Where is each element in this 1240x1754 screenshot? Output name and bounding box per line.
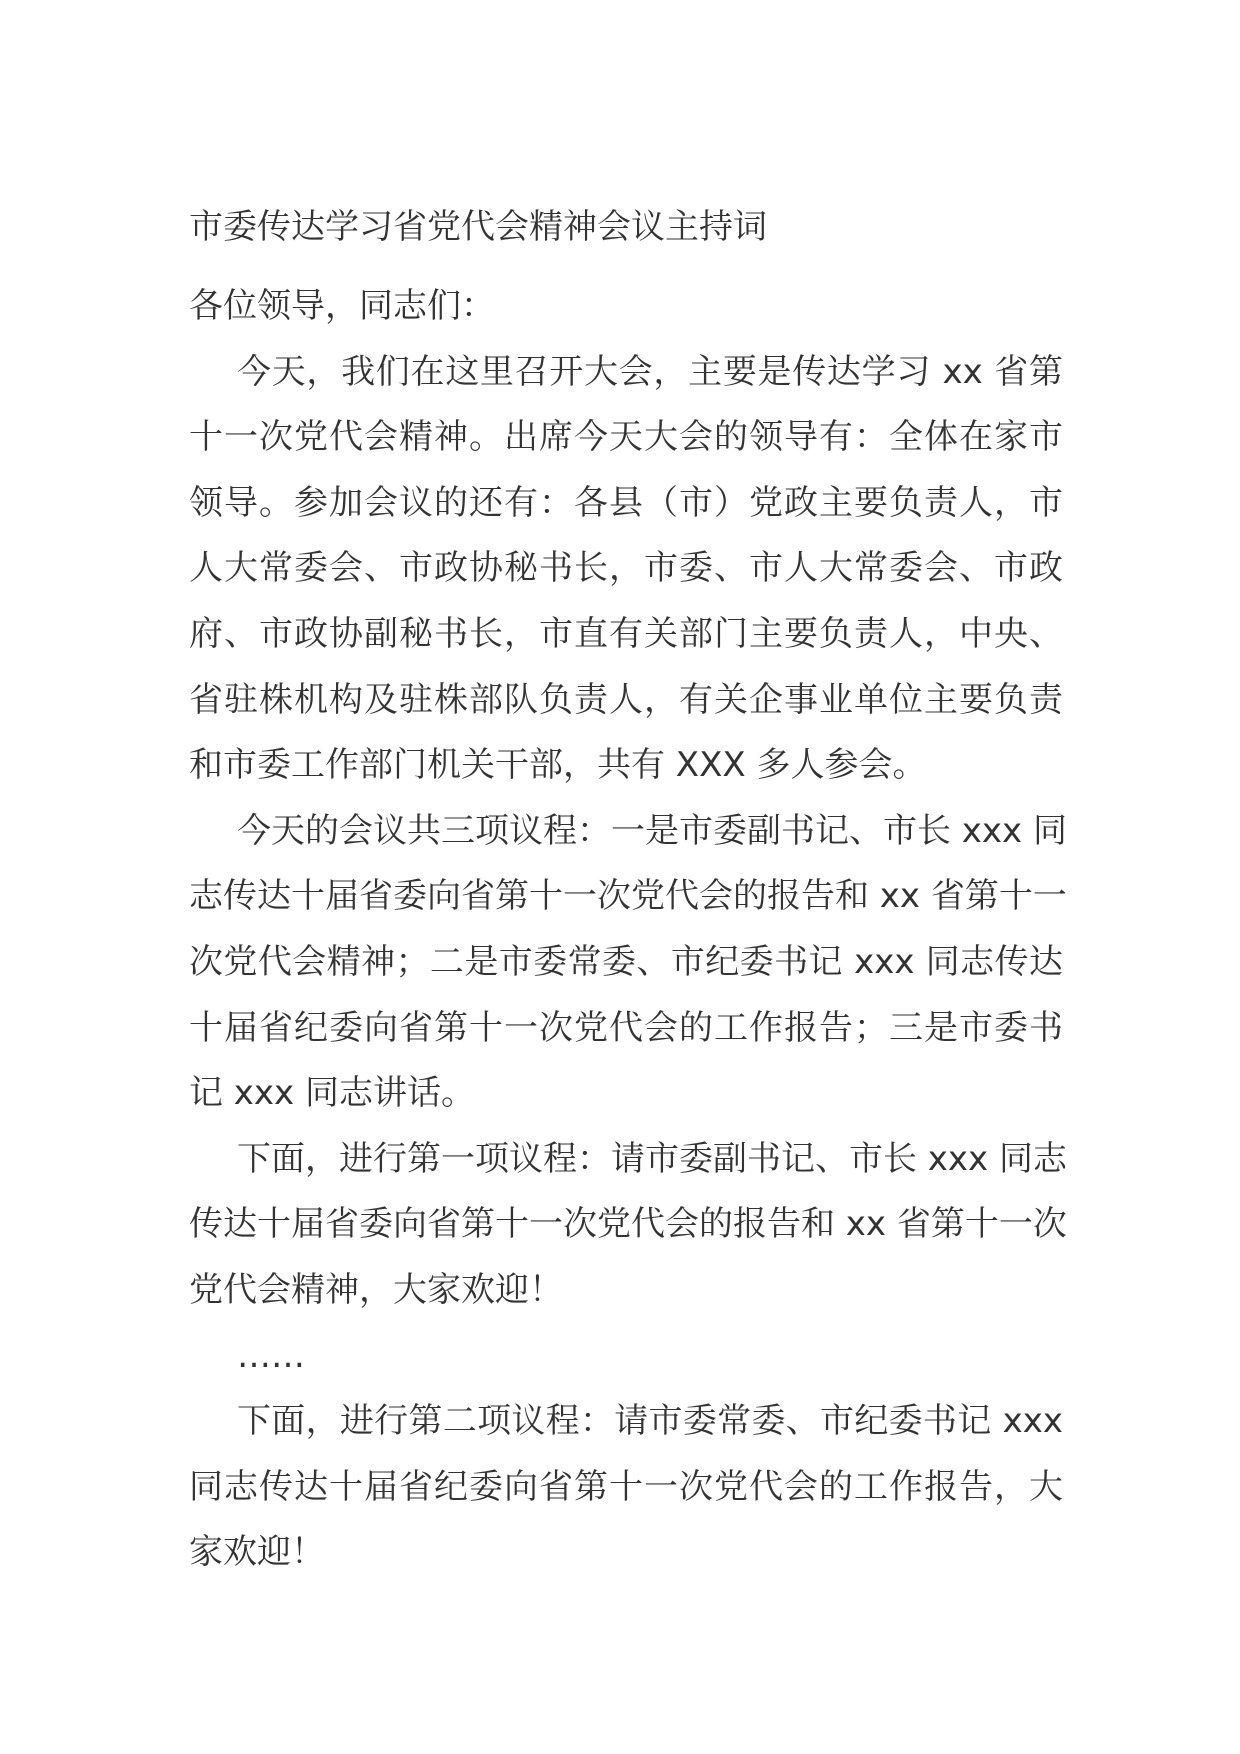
paragraphs bbox=[189, 340, 1067, 1586]
paragraph bbox=[189, 1127, 1067, 1324]
paragraph bbox=[189, 1324, 1063, 1390]
paragraph-line: 志传达十届省委向省第十一次党代会的报告和 xx 省第十一 bbox=[189, 876, 1067, 917]
paragraph-line: 今天的会议共三项议程：一是市委副书记、市长 xxx 同 bbox=[237, 810, 1067, 851]
paragraph bbox=[189, 799, 1067, 1127]
paragraph-line: 十届省纪委向省第十一次党代会的工作报告；三是市委书 bbox=[189, 1007, 1063, 1048]
paragraph-line: 党代会精神，大家欢迎！ bbox=[189, 1269, 563, 1310]
paragraph-line: 传达十届省委向省第十一次党代会的报告和 xx 省第十一次 bbox=[189, 1204, 1067, 1245]
paragraph-line: 十一次党代会精神。出席今天大会的领导有：全体在家市 bbox=[189, 417, 1063, 458]
paragraph-line: 人大常委会、市政协秘书长，市委、市人大常委会、市政 bbox=[189, 548, 1063, 589]
paragraph-line: 同志传达十届省纪委向省第十一次党代会的工作报告，大 bbox=[189, 1466, 1063, 1507]
document-body bbox=[189, 194, 1067, 1586]
paragraph-line: 下面，进行第二项议程：请市委常委、市纪委书记 xxx bbox=[237, 1401, 1063, 1442]
salutation: 各位领导，同志们： bbox=[189, 286, 495, 326]
paragraph-line: 省驻株机构及驻株部队负责人，有关企事业单位主要负责 bbox=[189, 679, 1063, 720]
paragraph-line: 次党代会精神；二是市委常委、市纪委书记 xxx 同志传达 bbox=[189, 941, 1063, 982]
paragraph-line: …… bbox=[237, 1335, 305, 1376]
paragraph-line: 记 xxx 同志讲话。 bbox=[189, 1073, 475, 1114]
document-title: 市委传达学习省党代会精神会议主持词 bbox=[189, 207, 767, 247]
paragraph-line: 府、市政协副秘书长，市直有关部门主要负责人，中央、 bbox=[189, 613, 1063, 654]
paragraph bbox=[189, 340, 1063, 799]
paragraph-line: 下面，进行第一项议程：请市委副书记、市长 xxx 同志 bbox=[237, 1138, 1067, 1179]
paragraph-line: 今天，我们在这里召开大会，主要是传达学习 xx 省第 bbox=[237, 351, 1063, 392]
paragraph-line: 家欢迎！ bbox=[189, 1532, 325, 1573]
paragraph bbox=[189, 1389, 1063, 1586]
paragraph-line: 和市委工作部门机关干部，共有 XXX 多人参会。 bbox=[189, 745, 927, 786]
paragraph-line: 领导。参加会议的还有：各县（市）党政主要负责人，市 bbox=[189, 482, 1063, 523]
